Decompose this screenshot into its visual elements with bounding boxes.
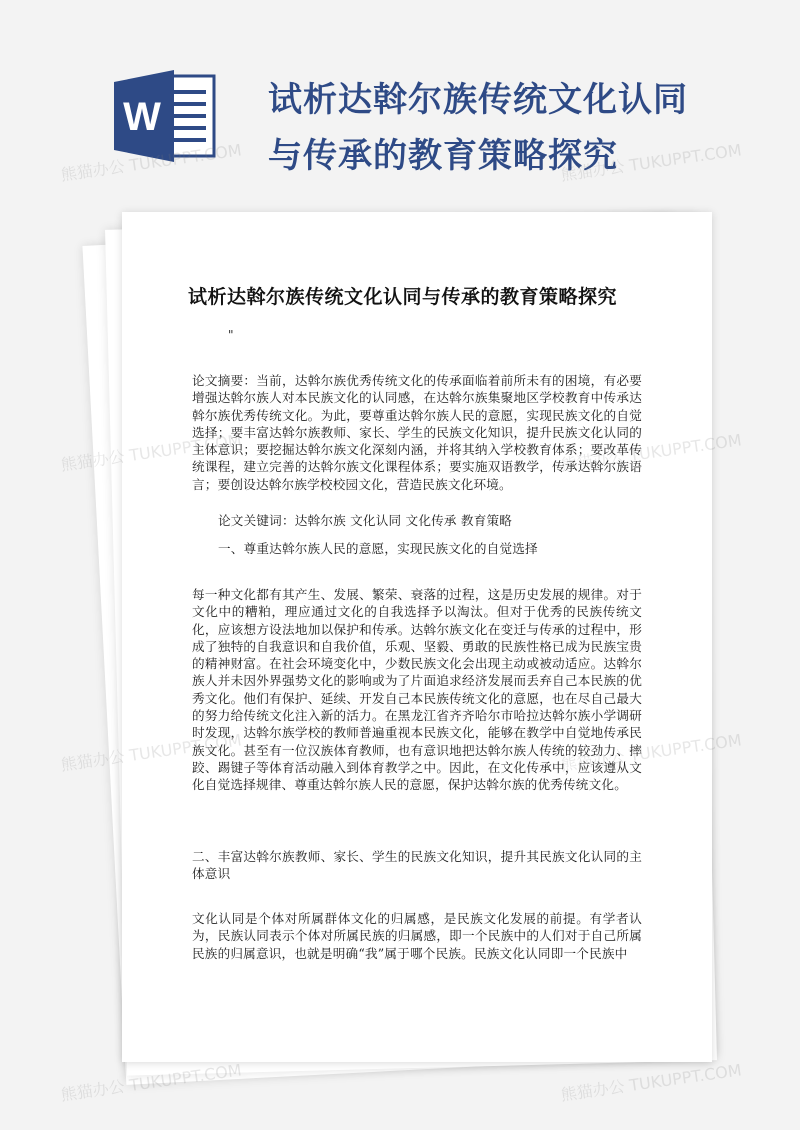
watermark-text: 熊猫办公 bbox=[59, 746, 126, 775]
keywords-line: 论文关键词：达斡尔族 文化认同 文化传承 教育策略 bbox=[218, 513, 513, 528]
section-body-2: 文化认同是个体对所属群体文化的归属感，是民族文化发展的前提。有学者认为，民族认同表示个体对所属民族的归属感，即一个民族中的人们对于自己所属民族的归属意识，也就是明确“我”属于哪个民族。民族文化认同即一个民族中 bbox=[192, 911, 642, 961]
quote-mark: " bbox=[228, 328, 234, 342]
page-title: 试析达斡尔族传统文化认同与传承的教育策略探究 bbox=[268, 80, 688, 176]
word-document-icon bbox=[112, 68, 222, 164]
word-icon-letter: W bbox=[123, 95, 161, 139]
section-body-1: 每一种文化都有其产生、发展、繁荣、衰落的过程，这是历史发展的规律。对于文化中的糟粕，理应通过文化的自我选择予以淘汰。但对于优秀的民族传统文化，应该想方设法地加以保护和传承。达斡尔族文化在变迁与传承的过程中，形成了独特的自我意识和自我价值，乐观、坚毅、勇敢的民族性格已成为民族宝贵的精神财富。在社会环境变化中，少数民族文化会出现主动或被动适应。达斡尔族人并未因外界强势文化的影响或为了片面追求经济发展而丢弃自己本民族的优秀文化。他们有保护、延续、开发自己本民族传统文化的意愿，也在尽自己最大的努力给传统文化注入新的活力。在黑龙江省齐齐哈尔市哈拉达斡尔族小学调研时发现，达斡尔族学校的教师普遍重视本民族文化，能够在教学中自觉地传承民族文化。甚至有一位汉族体育教师，也有意识地把达斡尔族人传统的较劲力、摔跤、踢键子等体育活动融入到体育教学之中。因此，在文化传承中，应该遵从文化自觉选择规律、尊重达斡尔族人民的意愿，保护达斡尔族的优秀传统文化。 bbox=[192, 587, 642, 793]
watermark-text: 熊猫办公 TUKUPPT.COM bbox=[559, 140, 743, 185]
watermark-text: 熊猫办公 TUKUPPT.COM bbox=[59, 140, 243, 185]
abstract-paragraph: 论文摘要：当前，达斡尔族优秀传统文化的传承面临着前所未有的困境，有必要增强达斡尔族人对本民族文化的认同感，在达斡尔族集聚地区学校教育中传承达斡尔族优秀传统文化。为此，要尊重达斡尔族人民的意愿，实现民族文化的自觉选择；要丰富达斡尔族教师、家长、学生的民族文化知识，提升民族文化认同的主体意识；要挖掘达斡尔族文化深刻内涵，并将其纳入学校教育体系；要改革传统课程，建立完善的达斡尔族文化课程体系；要实施双语教学，传承达斡尔族语言；要创设达斡尔族学校校园文化，营造民族文化环境。 bbox=[192, 373, 642, 492]
watermark-text: 熊猫办公 TUKUPPT.COM bbox=[559, 1060, 743, 1105]
document-title: 试析达斡尔族传统文化认同与传承的教育策略探究 bbox=[188, 286, 618, 308]
document-page bbox=[122, 212, 712, 1062]
watermark-text: 熊猫办公 bbox=[59, 1076, 126, 1105]
section-heading-2: 二、丰富达斡尔族教师、家长、学生的民族文化知识，提升其民族文化认同的主体意识 bbox=[192, 849, 642, 882]
section-heading-1: 一、尊重达斡尔族人民的意愿，实现民族文化的自觉选择 bbox=[218, 541, 538, 556]
